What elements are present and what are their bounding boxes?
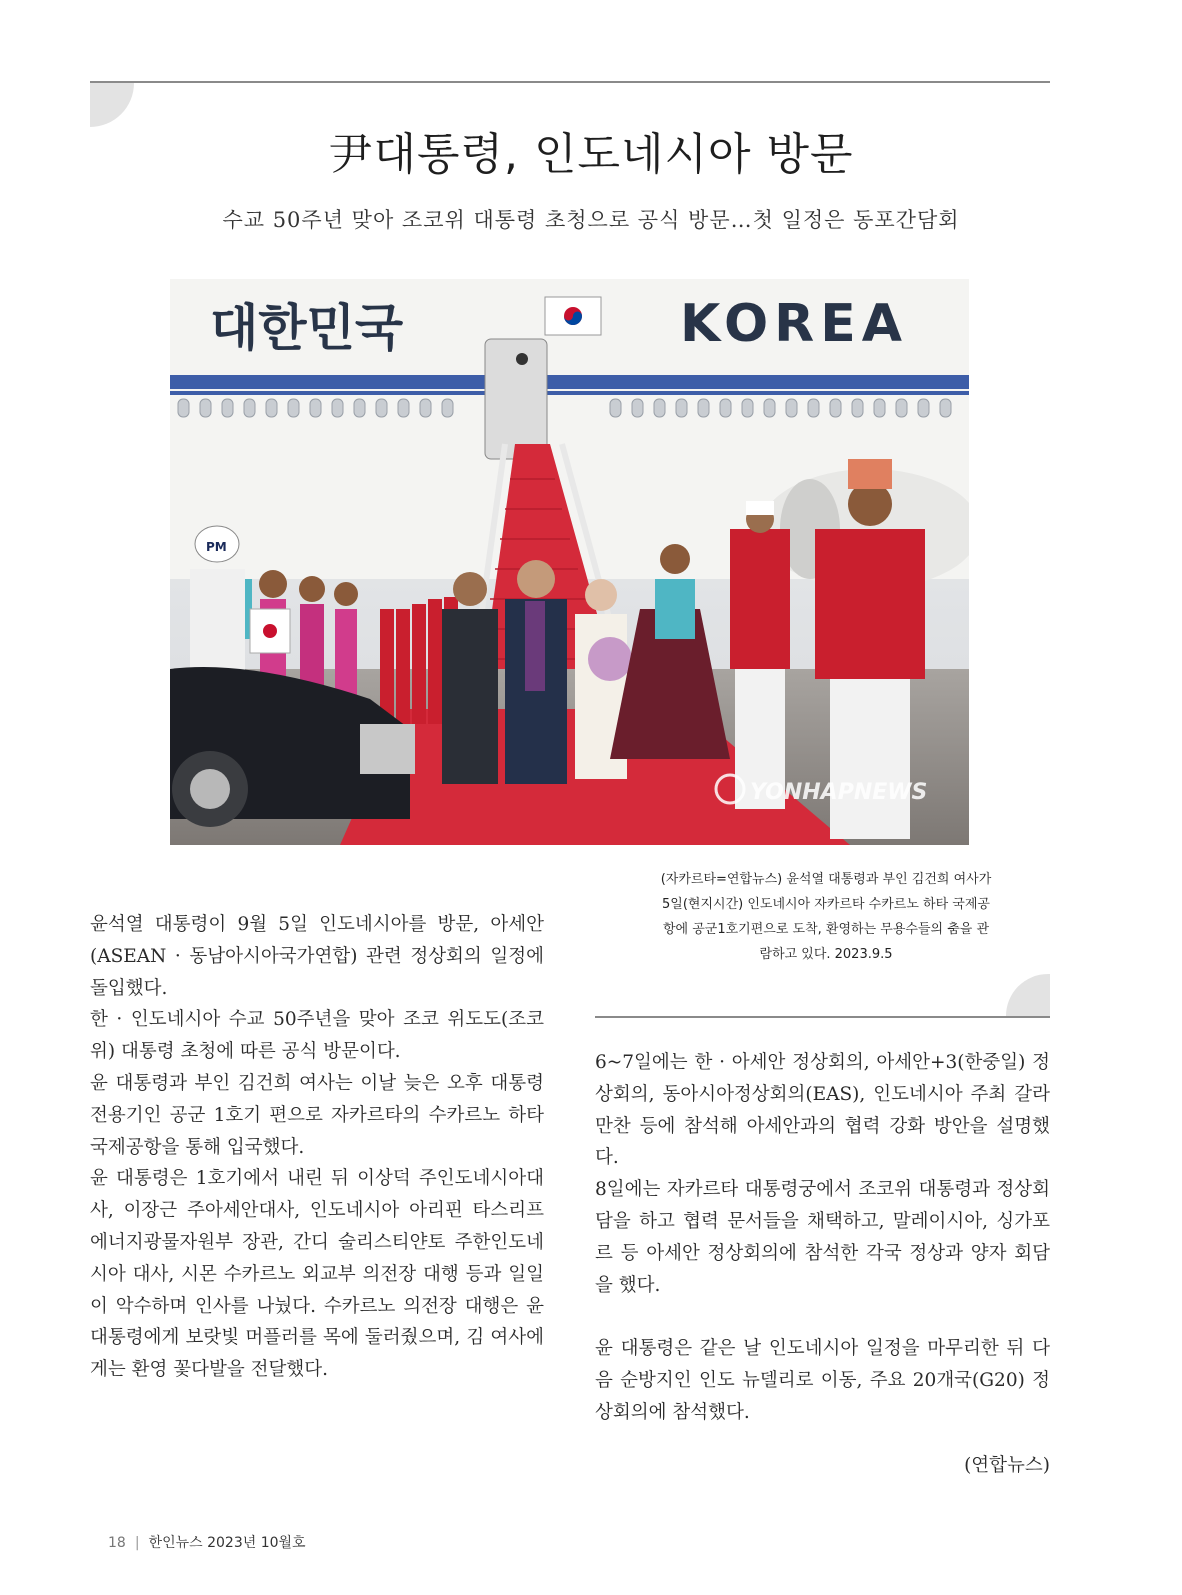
body-right-column	[595, 1047, 1050, 1429]
aircraft-text-korean: 대한민국	[210, 299, 404, 357]
article-subtitle: 수교 50주년 맞아 조코위 대통령 초청으로 공식 방문…첫 일정은 동포간담회	[222, 208, 960, 232]
paragraph: 8일에는 자카르타 대통령궁에서 조코위 대통령과 정상회담을 하고 협력 문서들을 채택하고, 말레이시아, 싱가포르 등 아세안 정상회의에 참석한 각국 정상과 양자 회담을 했다.	[595, 1179, 1050, 1296]
vip-group	[442, 560, 632, 784]
paragraph: 6~7일에는 한 · 아세안 정상회의, 아세안+3(한중일) 정상회의, 동아시아정상회의(EAS), 인도네시아 주최 갈라만찬 등에 참석해 아세안과의 협력 강화 방안을 설명했다.	[595, 1052, 1050, 1169]
column-rule	[595, 1016, 1050, 1018]
page-footer: 18 | 한인뉴스 2023년 10월호	[108, 1535, 306, 1551]
article-title: 尹대통령, 인도네시아 방문	[328, 129, 854, 180]
caption-line: (자카르타=연합뉴스) 윤석열 대통령과 부인 김건희 여사가	[660, 872, 992, 887]
paragraph: 한 · 인도네시아 수교 50주년을 맞아 조코 위도도(조코위) 대통령 초청에 따른 공식 방문이다.	[90, 1009, 544, 1063]
photo-caption	[596, 867, 1056, 967]
article-photo	[170, 279, 969, 845]
car-flag-icon	[250, 609, 290, 653]
paragraph: 윤 대통령과 부인 김건희 여사는 이날 늦은 오후 대통령 전용기인 공군 1호기 편으로 자카르타의 수카르노 하타 국제공항을 통해 입국했다.	[90, 1072, 544, 1158]
fuselage-stripe	[170, 375, 969, 389]
body-left-column	[90, 909, 544, 1386]
publication-name: 한인뉴스 2023년 10월호	[148, 1535, 306, 1551]
pm-badge: PM	[206, 540, 227, 554]
flag-icon	[545, 297, 601, 335]
caption-line: 항에 공군1호기편으로 도착, 환영하는 무용수들의 춤을 관	[662, 922, 990, 937]
page-number: 18	[108, 1535, 126, 1551]
paragraph: 윤석열 대통령이 9월 5일 인도네시아를 방문, 아세안(ASEAN · 동남아시아국가연합) 관련 정상회의 일정에 돌입했다.	[90, 914, 544, 999]
aircraft-text-english: KOREA	[680, 294, 908, 354]
paragraph: 윤 대통령은 1호기에서 내린 뒤 이상덕 주인도네시아대사, 이장근 주아세안대사, 인도네시아 아리핀 타스리프 에너지광물자원부 장관, 간디 술리스티얀토 주한인도네시아 대사, 시몬 수카르노 외교부 의전장 대행 등과 일일이 악수하며 인사를 나눴다. 수카르노 의전장 대행은 윤 대통령에게 보랏빛 머플러를 목에 둘러줬으며, 김 여사에게는 환영 꽃다발을 전달했다.	[90, 1168, 544, 1381]
article-source: (연합뉴스)	[964, 1455, 1050, 1476]
corner-decoration-right	[1006, 974, 1050, 1016]
aircraft-door	[485, 339, 547, 459]
caption-line: 5일(현지시간) 인도네시아 자카르타 수카르노 하타 국제공	[662, 897, 990, 912]
top-rule	[90, 81, 1050, 83]
caption-line: 람하고 있다. 2023.9.5	[759, 947, 893, 962]
paragraph: 윤 대통령은 같은 날 인도네시아 일정을 마무리한 뒤 다음 순방지인 인도 뉴델리로 이동, 주요 20개국(G20) 정상회의에 참석했다.	[595, 1338, 1050, 1423]
watermark-text: YONHAPNEWS	[750, 780, 928, 805]
